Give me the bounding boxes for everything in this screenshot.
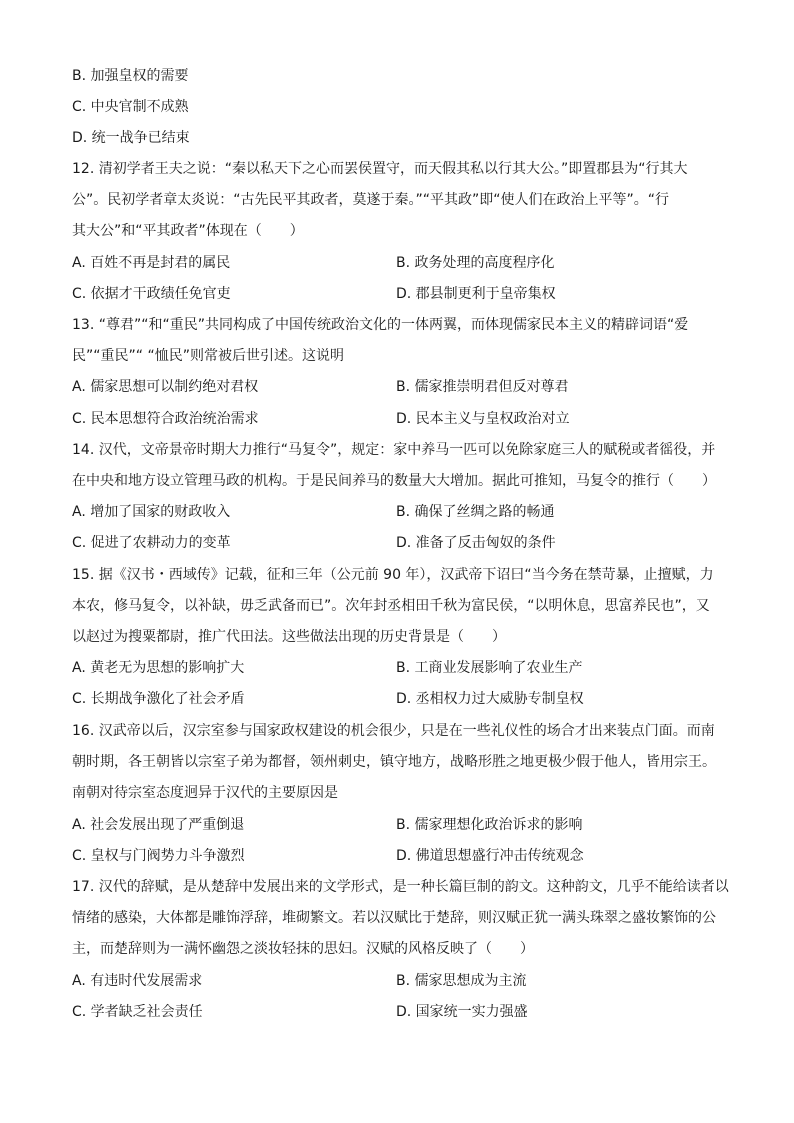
q13-option-b: B. 儒家推崇明君但反对尊君 (396, 379, 569, 395)
q17-option-b: B. 儒家思想成为主流 (396, 973, 527, 989)
q16-stem-line-2: 朝时期，各王朝皆以宗室子弟为都督，领州刺史，镇守地方，战略形胜之地更极少假于他人，皆用宗王。 (72, 754, 716, 770)
q17-option-c: C. 学者缺乏社会责任 (72, 1004, 203, 1020)
q15-stem-line-1: 15. 据《汉书・西域传》记载，征和三年（公元前 90 年），汉武帝下诏曰“当今务在禁苛暴，止擅赋，力 (72, 567, 714, 583)
q12-stem-line-1: 12. 清初学者王夫之说：“秦以私天下之心而罢侯置守，而天假其私以行其大公。”即置郡县为“行其大 (72, 161, 688, 177)
q15-stem-line-2: 本农，修马复令，以补缺，毋乏武备而已”。次年封丞相田千秋为富民侯，“以明休息，思富养民也”，又 (72, 598, 710, 614)
q14-stem-line-1: 14. 汉代，文帝景帝时期大力推行“马复令”，规定：家中养马一匹可以免除家庭三人的赋税或者徭役，并 (72, 442, 716, 458)
q14-stem-line-2: 在中央和地方设立管理马政的机构。于是民间养马的数量大大增加。据此可推知，马复令的推行（ ） (72, 473, 716, 489)
q11-option-b: B. 加强皇权的需要 (72, 68, 189, 84)
q16-option-a: A. 社会发展出现了严重倒退 (72, 817, 245, 833)
q15-stem-line-3: 以赵过为搜粟都尉，推广代田法。这些做法出现的历史背景是（ ） (72, 629, 506, 645)
q12-option-c: C. 依据才干政绩任免官吏 (72, 286, 231, 302)
q16-stem-line-3: 南朝对待宗室态度迥异于汉代的主要原因是 (72, 785, 338, 801)
q11-option-c: C. 中央官制不成熟 (72, 99, 189, 115)
q14-option-d: D. 准备了反击匈奴的条件 (396, 535, 556, 551)
q15-option-a: A. 黄老无为思想的影响扩大 (72, 660, 245, 676)
q12-stem-line-3: 其大公”和“平其政者”体现在（ ） (72, 223, 304, 239)
q15-option-d: D. 丞相权力过大威胁专制皇权 (396, 691, 584, 707)
q12-option-a: A. 百姓不再是封君的属民 (72, 255, 231, 271)
q16-option-b: B. 儒家理想化政治诉求的影响 (396, 817, 583, 833)
q17-stem-line-3: 主，而楚辞则为一满怀幽怨之淡妆轻抹的思妇。汉赋的风格反映了（ ） (72, 941, 534, 957)
q14-option-b: B. 确保了丝绸之路的畅通 (396, 504, 555, 520)
q16-option-d: D. 佛道思想盛行冲击传统观念 (396, 848, 584, 864)
q15-option-b: B. 工商业发展影响了农业生产 (396, 660, 583, 676)
q15-option-c: C. 长期战争激化了社会矛盾 (72, 691, 245, 707)
q17-stem-line-2: 情绪的感染，大体都是雕饰浮辞，堆砌繁文。若以汉赋比于楚辞，则汉赋正犹一满头珠翠之盛妆繁饰的公 (72, 910, 716, 926)
q13-option-d: D. 民本主义与皇权政治对立 (396, 411, 570, 427)
q13-stem-line-2: 民”“重民”“ “恤民”则常被后世引述。这说明 (72, 348, 344, 364)
q14-option-a: A. 增加了国家的财政收入 (72, 504, 231, 520)
q13-option-c: C. 民本思想符合政治统治需求 (72, 411, 259, 427)
q17-stem-line-1: 17. 汉代的辞赋，是从楚辞中发展出来的文学形式，是一种长篇巨制的韵文。这种韵文，几乎不能给读者以 (72, 879, 729, 895)
q12-option-b: B. 政务处理的高度程序化 (396, 255, 555, 271)
q13-option-a: A. 儒家思想可以制约绝对君权 (72, 379, 259, 395)
q12-option-d: D. 郡县制更利于皇帝集权 (396, 286, 556, 302)
q13-stem-line-1: 13. “尊君”“和“重民”共同构成了中国传统政治文化的一体两翼，而体现儒家民本主义的精辟词语“爱 (72, 317, 689, 333)
q16-option-c: C. 皇权与门阀势力斗争激烈 (72, 848, 245, 864)
q12-stem-line-2: 公”。民初学者章太炎说：“古先民平其政者，莫遂于秦。”“平其政”即“使人们在政治上平等”。“行 (72, 192, 670, 208)
q14-option-c: C. 促进了农耕动力的变革 (72, 535, 231, 551)
q11-option-d: D. 统一战争已结束 (72, 130, 190, 146)
q16-stem-line-1: 16. 汉武帝以后，汉宗室参与国家政权建设的机会很少，只是在一些礼仪性的场合才出来装点门面。而南 (72, 723, 715, 739)
q17-option-d: D. 国家统一实力强盛 (396, 1004, 528, 1020)
q17-option-a: A. 有违时代发展需求 (72, 973, 203, 989)
